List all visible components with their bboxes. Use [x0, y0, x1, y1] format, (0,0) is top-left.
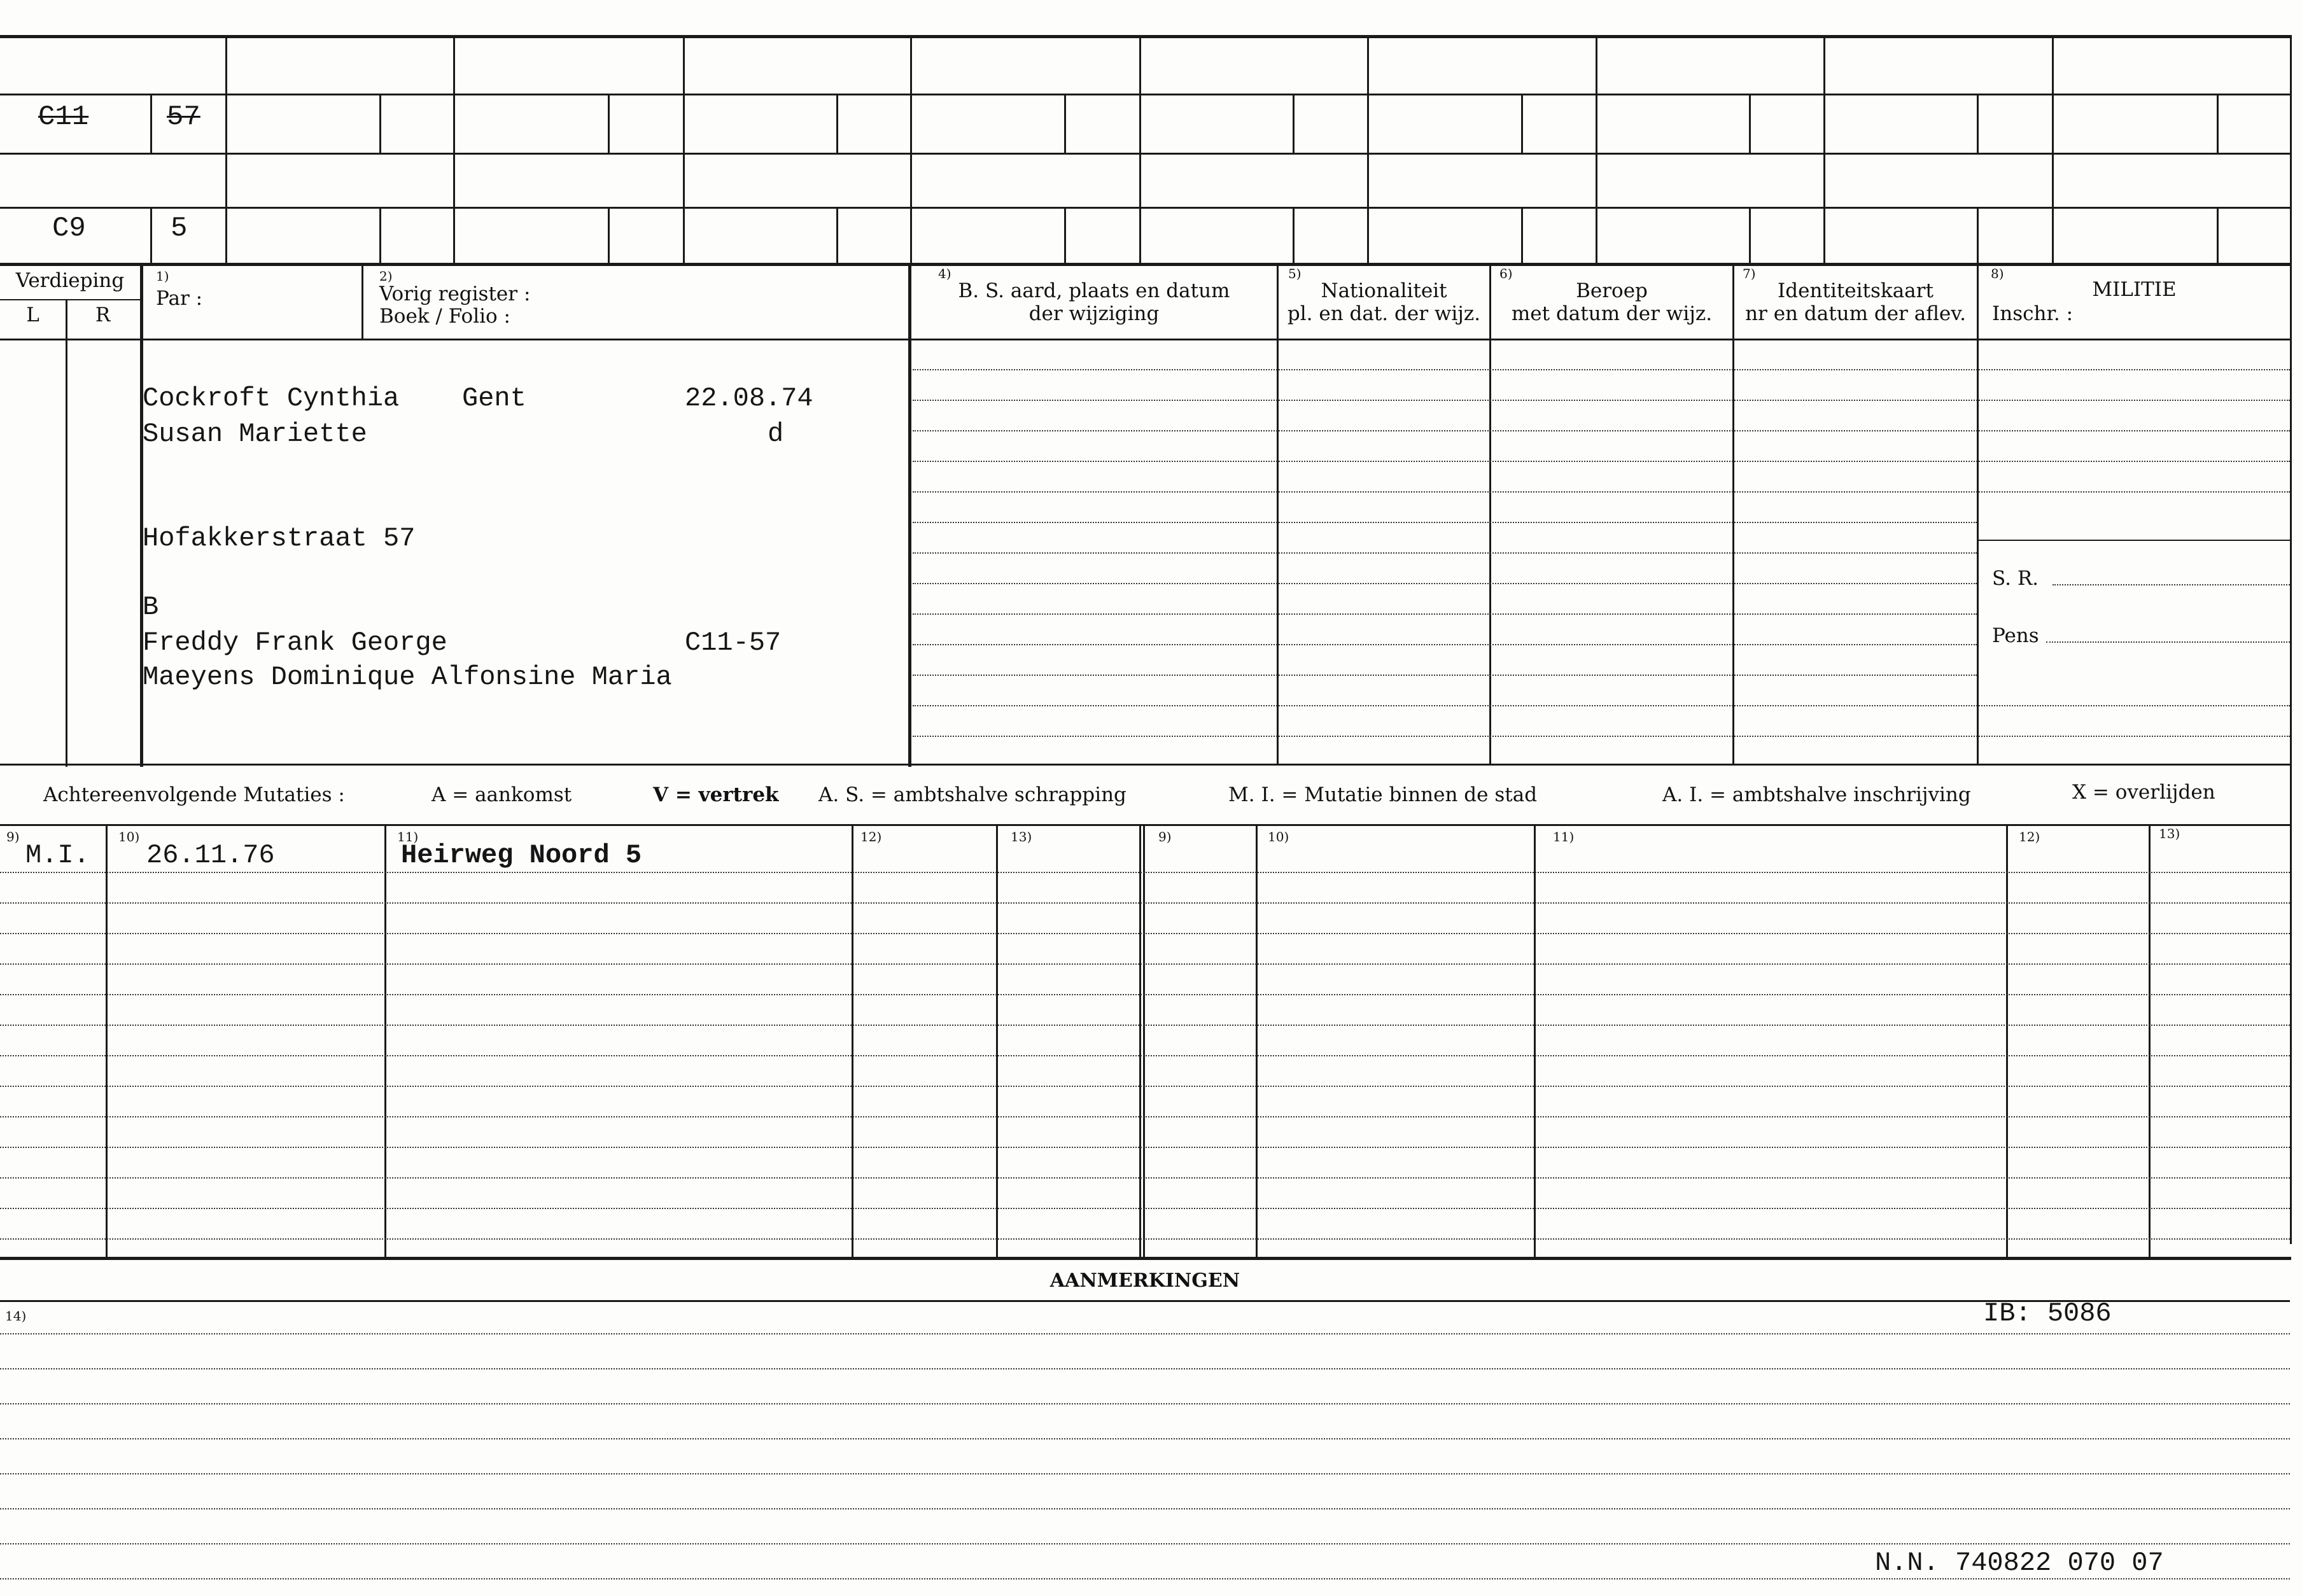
person-sex: d [768, 419, 784, 449]
floor-left-header: L [26, 304, 39, 326]
col4-number: 4) [938, 266, 951, 281]
col7-label-2: nr en datum der aflev. [1745, 302, 1966, 325]
old-register-number: 57 [167, 101, 200, 133]
col5-label-1: Nationaliteit [1321, 279, 1447, 302]
legend-official-registration: A. I. = ambtshalve inschrijving [1662, 783, 1971, 806]
col7-label-1: Identiteitskaart [1778, 279, 1934, 302]
mutation-address: Heirweg Noord 5 [401, 840, 642, 871]
col4-label-1: B. S. aard, plaats en datum [958, 279, 1230, 302]
col13-number: 13) [1011, 829, 1032, 844]
col7-number: 7) [1743, 266, 1756, 281]
col1-label: Par : [156, 287, 203, 310]
col11b-number: 11) [1553, 829, 1575, 844]
new-register-section: C9 [52, 213, 86, 244]
national-number: N.N. 740822 070 07 [1875, 1548, 2164, 1578]
person-name-line2: Susan Mariette [143, 419, 367, 449]
col6-number: 6) [1499, 266, 1513, 281]
col9-number: 9) [6, 829, 20, 844]
old-register-section: C11 [38, 101, 89, 133]
col2-label-2: Boek / Folio : [379, 305, 510, 328]
col12-number: 12) [860, 829, 882, 844]
person-birthdate: 22.08.74 [685, 383, 813, 414]
col6-label-2: met datum der wijz. [1511, 302, 1713, 325]
legend-official-removal: A. S. = ambtshalve schrapping [818, 783, 1126, 806]
mutations-title: Achtereenvolgende Mutaties : [43, 783, 345, 806]
remarks-number: 14) [5, 1308, 27, 1324]
remarks-title: AANMERKINGEN [1049, 1270, 1240, 1292]
legend-internal-move: M. I. = Mutatie binnen de stad [1228, 783, 1538, 806]
col6-label-1: Beroep [1576, 279, 1648, 302]
col1-number: 1) [156, 269, 169, 284]
parent-father: Freddy Frank George [143, 627, 447, 658]
person-birthplace: Gent [462, 383, 526, 414]
parent-mother: Maeyens Dominique Alfonsine Maria [143, 662, 672, 692]
col13b-number: 13) [2159, 826, 2180, 841]
mutation-type: M.I. [25, 840, 90, 871]
person-marker: B [143, 592, 159, 622]
person-address: Hofakkerstraat 57 [143, 523, 416, 554]
col8-sublabel: Inschr. : [1992, 302, 2074, 325]
col12b-number: 12) [2019, 829, 2040, 844]
col8-number: 8) [1991, 266, 2004, 281]
col8-label: MILITIE [2092, 278, 2177, 301]
col4-label-2: der wijziging [1028, 302, 1160, 325]
col2-number: 2) [379, 269, 393, 284]
legend-death: X = overlijden [2072, 781, 2215, 804]
floor-right-header: R [95, 304, 111, 326]
remarks-ib: IB: 5086 [1983, 1298, 2112, 1329]
col2-label-1: Vorig register : [379, 283, 531, 305]
col9b-number: 9) [1158, 829, 1172, 844]
col10b-number: 10) [1268, 829, 1289, 844]
mutation-date: 26.11.76 [146, 840, 275, 871]
pens-label: Pens [1992, 624, 2039, 647]
legend-arrival: A = aankomst [432, 783, 572, 806]
col10-number: 10) [118, 829, 140, 844]
sr-label: S. R. [1992, 567, 2039, 590]
new-register-number: 5 [171, 213, 188, 244]
parent-ref: C11-57 [685, 627, 782, 658]
floor-header: Verdieping [15, 269, 125, 292]
person-name-line1: Cockroft Cynthia [143, 383, 400, 414]
col11-number: 11) [397, 829, 419, 844]
col5-number: 5) [1288, 266, 1302, 281]
legend-departure: V = vertrek [653, 783, 779, 806]
col5-label-2: pl. en dat. der wijz. [1287, 302, 1481, 325]
